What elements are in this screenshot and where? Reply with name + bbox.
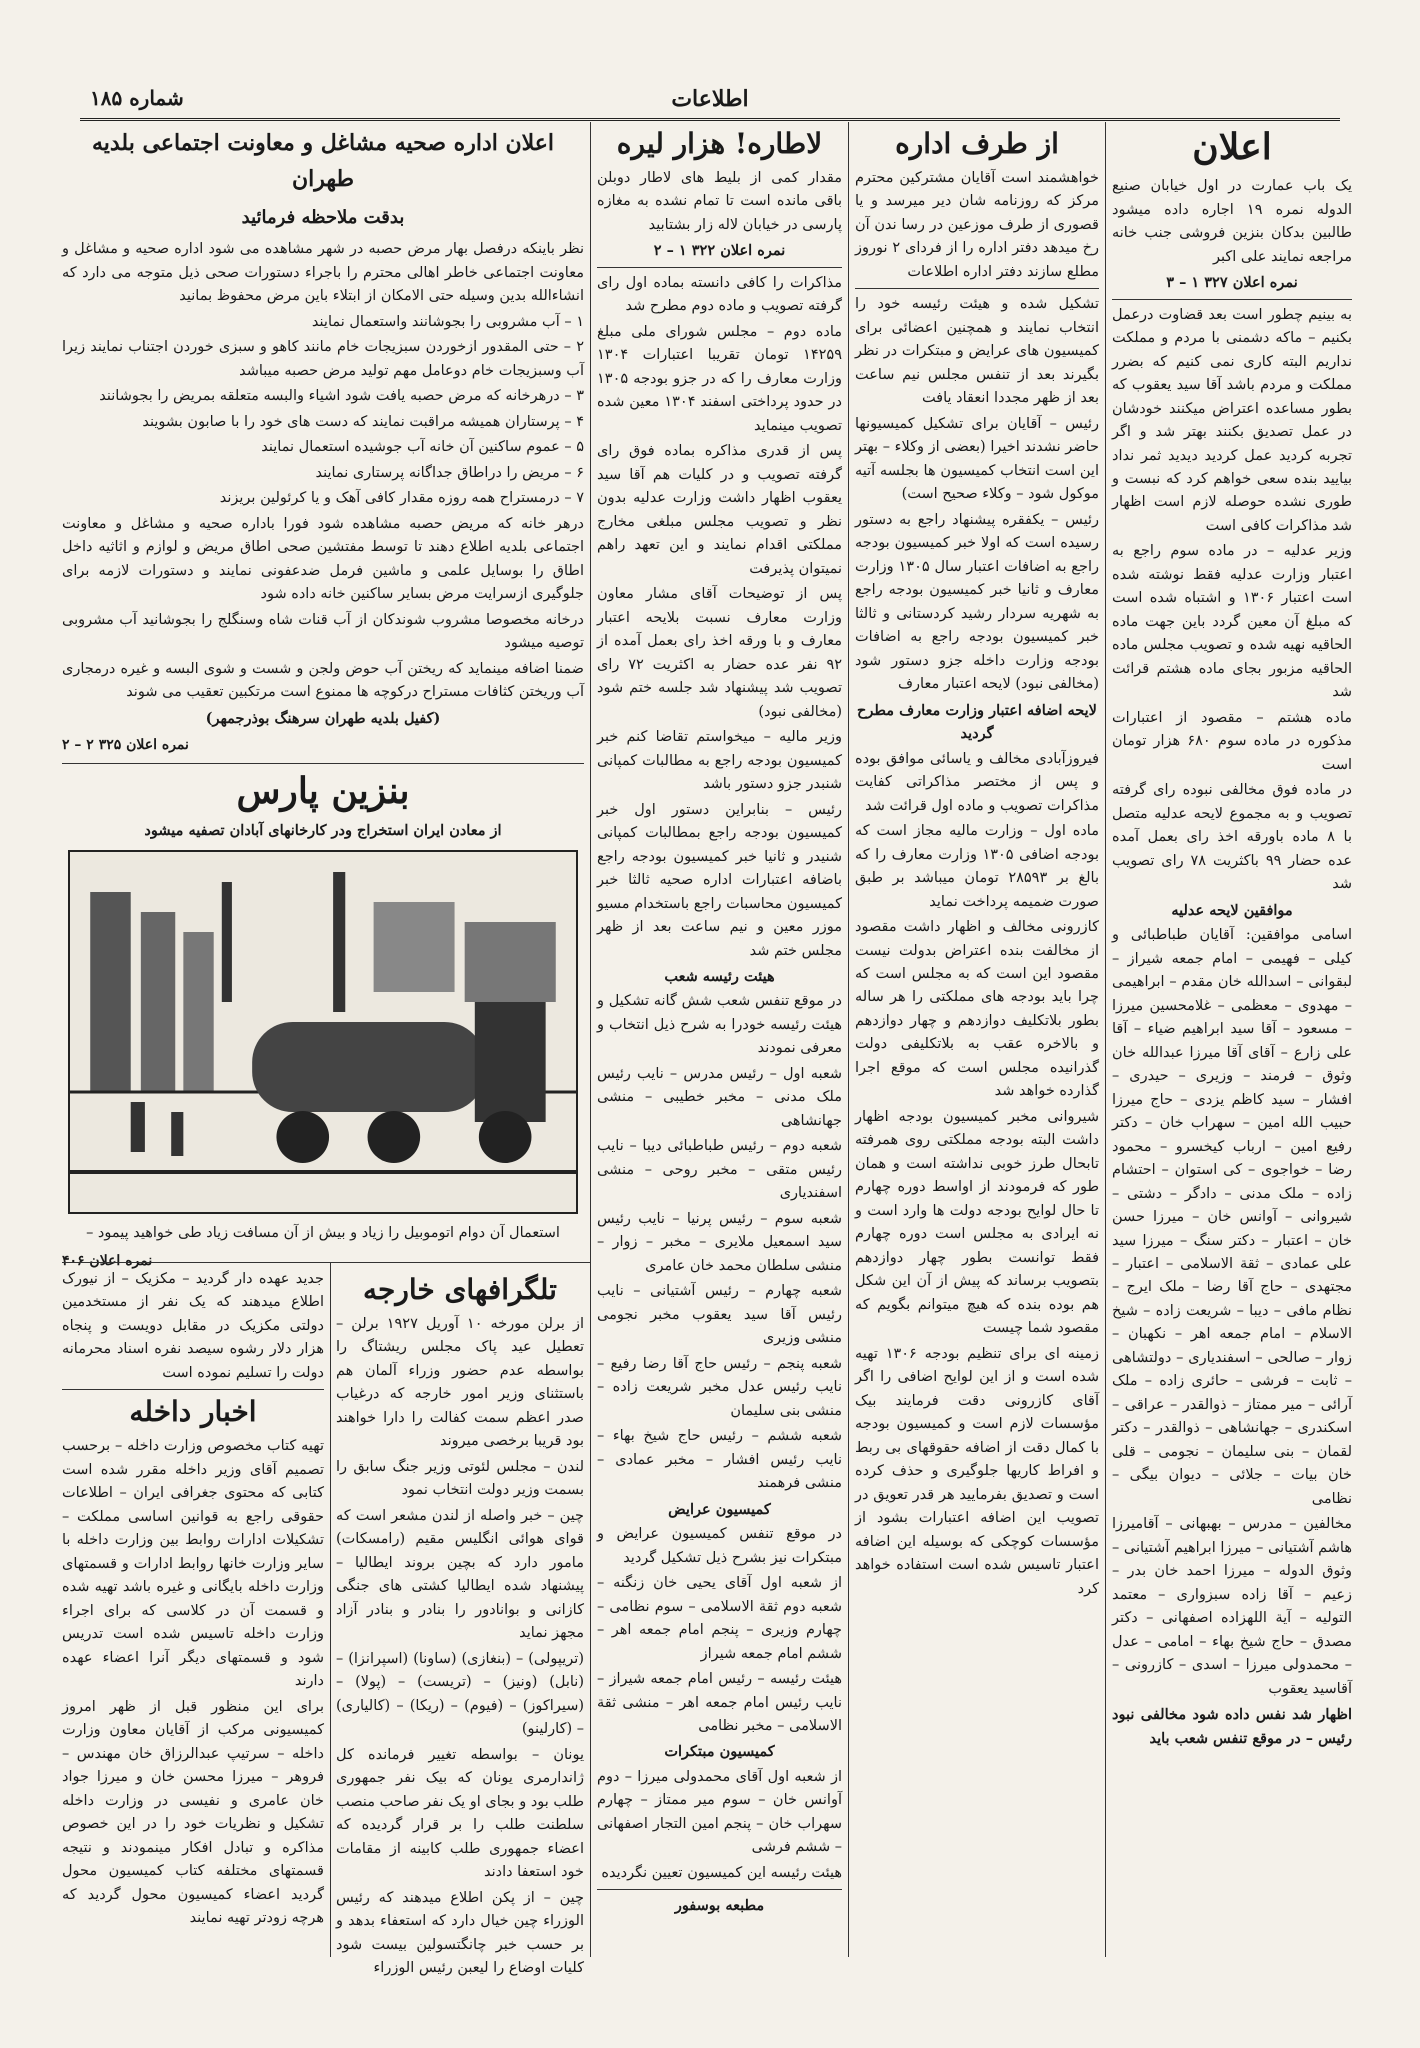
section-rule (62, 1262, 590, 1263)
article-paragraph: شیروانی مخبر کمیسیون بودجه اظهار داشت البته بودجه مملکتی روی همرفته تابحال طرز خوبی نداشته است و همان طور که فرمودند از اواسط دوره چهارم تا حال لوایح بودجه دولت ها وارد است و نه ایرادی به مجلس است دوره چهارم فقط توانست بطور چهار دوازدهم بتصویب برساند که پیش از آن این شکل هم بوده بنده که هیچ میتوانم بگویم که مقصود شما چیست (855, 1108, 1099, 1337)
foreign-telegrams-block (336, 1268, 584, 1977)
article-paragraph: وزیر عدلیه – در ماده سوم راجع به اعتبار وزارت عدلیه فقط نوشته شده است اعتبار ۱۳۰۶ و اشتباه شده است که مبلغ آن معین گردد باین جهت ماده الحاقیه نهیه شده و تصویب مجلس ماده الحاقیه مزبور بجای ماده هشتم قرائت شد (1112, 543, 1352, 701)
office-notice-heading: از طرف اداره (895, 127, 1059, 160)
article-paragraph: از شعبه اول آقای یحیی خان زنگنه – شعبه دوم ثقة الاسلامی – سوم نظامی – چهارم وزیری – پنجم امام جمعه اهر – ششم امام جمعه شیراز (597, 1575, 842, 1662)
issue-number: شماره ۱۸۵ (90, 86, 184, 110)
benzin-pars-caption: استعمال آن دوام اتوموبیل را زیاد و بیش از آن مسافت زیاد طی خواهید پیمود – (86, 1225, 560, 1242)
section-heading: لایحه اضافه اعتبار وزارت معارف مطرح گردید (857, 701, 1097, 743)
article-paragraph: شعبه پنجم – رئیس حاج آقا رضا رفیع – نایب رئیس عدل مخبر شریعت زاده – منشی بنی سلیمان (597, 1355, 842, 1419)
article-paragraph: شعبه سوم – رئیس پرنیا – نایب رئیس سید اسمعیل ملایری – مخبر – زوار – منشی سلطان محمد خان عامری (597, 1210, 842, 1274)
news-paragraph: تهیه کتاب مخصوص وزارت داخله – برحسب تصمیم آقای وزیر داخله مقرر شده است کتابی که محتوی جغرافی ایران – اطلاعات حقوقی راجع به قوانین اساسی مملکت – تشکیلات ادارات روابط بین وزارت داخله با سایر وزارت خانها روابط ادارات و قسمتهای وزارت داخله بایگانی و غیره باشد تهیه شده و قسمت آن در کلاسی که برای اجراء وزارت داخله تاسیس شده است تدریس شود و قسمتهای دیگر آنرا اعضاء عهده دارند (62, 1438, 324, 1690)
domestic-news-heading: اخبار داخله (129, 1395, 257, 1429)
article-paragraph: تشکیل شده و هیئت رئیسه خود را انتخاب نمایند و همچنین اعضائی برای کمیسیون های عرایض و مبتکرات در نظر بگیرند بعد از تنفس مجلس نیم ساعت بعد از ظهر مجددا انعقاد یافت (855, 296, 1099, 407)
benzin-pars-subheading: از معادن ایران استخراج ودر کارخانهای آبادان تصفیه میشود (144, 821, 502, 839)
foreign-telegrams-heading: تلگرافهای خارجه (363, 1273, 557, 1306)
column-third (597, 122, 842, 1957)
health-notice-item: ۲ – حتی المقدور ازخوردن سبزیجات خام مانند کاهو و سبزی خوردن اجتناب نمایند زیرا آب وسبزیجات خام دوعامل مهم تولید مرض حصبه میباشد (62, 339, 584, 379)
health-notice-item: ۷ – درمستراح همه روزه مقدار کافی آهک و یا کرئولین بریزند (219, 490, 584, 507)
article-paragraph: پس از قدری مذاکره بماده فوق رای گرفته تصویب و در کلیات هم آقا سید یعقوب اظهار داشت وزارت عدلیه بدون نظر و تصویب مجلس مبلغی مخارج مملکتی اقدام نمایند و این تعهد راهم نمیتوان پذیرفت (597, 443, 842, 577)
article-paragraph: رئیس – بنابراین دستور اول خبر کمیسیون بودجه راجع بمطالبات کمپانی شنیدر و ثانیا خبر کمیسیون بودجه راجع باضافه اعتبارات اداره صحیه ثالثا خبر کمیسیون محاسبات راجع باستخدام مسیو موزر معین و نیم ساعت بعد از ظهر مجلس ختم شد (597, 801, 842, 959)
ad-number: نمره اعلان ۳۲۵ ۲ – ۲ (62, 737, 189, 754)
office-notice: خواهشمند است آقایان مشترکین محترم مرکز که روزنامه شان دیر میرسد و یا قصوری از طرف موزعین در رسا ندن آن رخ میدهد دفتر اداره را از فردای ۲ نوروز مطلع سازند دفتر اداره اطلاعات (855, 170, 1099, 280)
article-paragraph: شعبه اول – رئیس مدرس – نایب رئیس ملک مدنی – مخبر خطیبی – منشی جهانشاهی (597, 1065, 842, 1129)
health-notice-intro: نظر باینکه درفصل بهار مرض حصبه در شهر مشاهده می شود اداره صحیه و مشاغل و معاونت اجتماعی خاطر اهالی محترم را باجراء دستورات صحی ذیل متوجه می دارد که انشاءالله بدین وسیله حتی الامکان از ابتلاء باین مرض محفوظ بمانید (62, 241, 584, 305)
health-notice-item: ۳ – درهرخانه که مرض حصبه یافت شود اشیاء والبسه متعلقه بمریض را بجوشانند (99, 388, 584, 405)
article-paragraph: در موقع تنفس شعب شش گانه تشکیل و هیئت رئیسه خودرا به شرح ذیل انتخاب و معرفی نمودند (597, 993, 842, 1057)
article-paragraph: شعبه دوم – رئیس طباطبائی دیبا – نایب رئیس متقی – مخبر روحی – منشی اسفندیاری (597, 1138, 842, 1202)
section-heading: هیئت رئیسه شعب (664, 967, 775, 985)
health-notice-subheading: بدقت ملاحظه فرمائید (241, 207, 405, 229)
article-paragraph: هیئت رئیسه این کمیسیون تعیین نگردیده (601, 1864, 842, 1881)
article-paragraph: مخالفین – مدرس – بهبهانی – آقامیرزا هاشم آشتیانی – میرزا ابراهیم آشتیانی – وثوق الدوله – میرزا احمد خان بدر – زعیم – آقا زاده سبزواری – معتمد التولیه – آیة اللهزاده اصفهانی – دکتر مصدق – حاج شیخ بهاء – امامی – عدل – محمدولی میرزا – اسدی – کازرونی – آقاسید یعقوب (1112, 1516, 1352, 1697)
health-notice-signature: (کفیل بلدیه طهران سرهنگ بوذرجمهر) (205, 709, 441, 727)
ad-text: یک باب عمارت در اول خیابان صنیع الدوله نمره ۱۹ اجاره داده میشود طالبین بدکان بنزین فروشی جنب خانه مراجعه نمایند علی اکبر (1112, 178, 1352, 265)
telegram-paragraph: چین – از پکن اطلاع میدهند که رئیس الوزراء چین خیال دارد که استعفاء بدهد و بر حسب خبر چانگتسولین بیست شود کلیات اوضاع را لیعبن رئیس الوزراء (336, 1889, 584, 1977)
domestic-news-block (62, 1268, 324, 1958)
section-heading: کمیسیون مبتکرات (664, 1743, 775, 1761)
benzin-pars-heading: بنزین پارس (236, 769, 410, 812)
article-paragraph: وزیر مالیه – میخواستم تقاضا کنم خبر کمیسیون بودجه راجع به مطالبات کمپانی شنبدر جزو دستور باشد (597, 729, 842, 793)
refinery-train-illustration (70, 852, 576, 1212)
ad-heading: اعلان (1192, 126, 1272, 168)
article-paragraph: شعبه ششم – رئیس حاج شیخ بهاء – نایب رئیس افشار – مخبر عمادی – منشی فرهمند (597, 1428, 842, 1492)
lottery-ad-text: مقدار کمی از بلیط های لاطار دوبلن باقی مانده است تا تمام نشده به مغازه پارسی در خیابان لاله زار بشتابید (597, 170, 842, 233)
health-notice-item: ۶ – مریض را دراطاق جداگانه پرستاری نمایند (315, 464, 584, 481)
article-paragraph: اسامی موافقین: آقایان طباطبائی و کیلی – فهیمی – امام جمعه شیراز – لبقوانی – اسدالله خان مقدم – ابراهیمی – مهدوی – معظمی – غلامحسین میرزا – مسعود – آقا سید ابراهیم ضیاء – آقا علی زارع – آقای آقا میرزا عبدالله خان وثوق – فرمند – وزیری – حیدری – افشار – سید کاظم یزدی – حاج میرزا حبیب الله امین – سهراب خان – دکتر رفیع امین – ارباب کیخسرو – محمود رضا – خواجوی – کی استوان – احتشام زاده – ملک مدنی – دادگر – دشتی – شیروانی – آوانس خان – میرزا حسن خان – اعتبار – دکتر سنگ – میرزا سید علی عمادی – ثقة الاسلامی – اعتبار – مجتهدی – حاج آقا رضا – ملک ایرج – نظام مافی – دیبا – شریعت زاده – شیخ الاسلام – امام جمعه اهر – نکهبان – زوار – صالحی – اسفندیاری – دولتشاهی – ثابت – فرشی – حائری زاده – ملک آرائی – میر ممتاز – ذوالقدر – عراقی – اسکندری – جهانشاهی – ذوالقدر – دکتر لقمان – بنی سلیمان – نجومی – قلی خان بیات – جلائی – دیوان بیگی – نظامی (1112, 927, 1352, 1507)
telegram-paragraph: چین – خبر واصله از لندن مشعر است که قوای هوائی انگلیس مقیم (رامسکات) مامور دارد که بچین بروند ایطالیا – پیشنهاد شده ایطالیا کشتی های جنگی کازانی و بوانادور را بنادر و بنادر آزاد مجهز نماید (336, 1507, 584, 1642)
health-notice-paragraph: درخانه مخصوصا مشروب شوندکان از آب قنات شاه وسنگلج را بجوشانید آب مشروبی توصیه میشود (62, 611, 584, 652)
column-rule (1105, 122, 1106, 1957)
article-paragraph: از شعبه اول آقای محمدولی میرزا – دوم آوانس خان – سوم میر ممتاز – چهارم سهراب خان – پنجم امین التجار اصفهانی – ششم فرشی (597, 1768, 842, 1856)
article-paragraph: در موقع تنفس کمیسیون عرایض و مبتکرات نیز بشرح ذیل تشکیل گردید (597, 1526, 842, 1566)
article-paragraph: رئیس – یکفقره پیشنهاد راجع به دستور رسیده است که اولا خبر کمیسیون بودجه راجع به اضافات اعتبار سال ۱۳۰۵ وزارت معارف و ثانیا خبر کمیسیون بودجه راجع به شهریه سردار رشید کردستانی و ثالثا خبر کمیسیون بودجه راجع به اضافات بودجه وزارت داخله جزو دستور شود (مخالفی نبود) لایحه اعتبار معارف (855, 511, 1100, 693)
section-heading: موافقین لایحه عدلیه (1171, 901, 1293, 919)
column-rule (330, 1262, 331, 1957)
newspaper-name: اطلاعات (671, 86, 749, 112)
column-rule (848, 122, 849, 1957)
article-paragraph: به بینیم چطور است بعد قضاوت درعمل بکنیم – ماکه دشمنی با مردم و مملکت نداریم البته کاری نمی کنیم که بضرر مملکت و مردم باشد آقا سید یعقوب که بطور مساعده اعتراض میکنند خودشان در عمل تصدیق بکنند بهتر شد و اگر تجربه کردید عمل کردید دیدید ثمر نداد بیایید بنده سعی خواهم کرد که نبست و طوری نشده حوصله لازم است اظهار شد مذاکرات کافی است (1112, 306, 1352, 534)
column-second (855, 122, 1099, 1957)
health-notice-item: ۵ – عموم ساکنین آن خانه آب جوشیده استعمال نمایند (261, 439, 584, 456)
telegram-paragraph: از برلن مورخه ۱۰ آوریل ۱۹۲۷ برلن – تعطیل عید پاک مجلس ریشتاگ را بواسطه عدم حضور وزراء آلمان هم باستثنای وزیر امور خارجه که درغیاب صدر اعظم سمت کفالت را دارا خواهند بود قریبا برخصی میروند (336, 1316, 584, 1450)
article-paragraph: فیروزآبادی مخالف و یاسائی موافق بوده و پس از مختصر مذاکراتی کفایت مذاکرات تصویب و ماده اول قرائت شد (855, 750, 1099, 814)
article-paragraph: پس از توضیحات آقای مشار معاون وزارت معارف نسبت بلایحه اعتبار معارف و با ورقه اخذ رای بعمل آمده از ۹۲ نفر عده حضار به اکثریت ۷۲ رای تصویب شد پیشنهاد شد جلسه ختم شود (مخالفی نبود) (597, 586, 843, 720)
article-paragraph: ماده اول – وزارت مالیه مجاز است که بودجه اضافی ۱۳۰۵ وزارت معارف را که بالغ بر ۲۸۵۹۳ تومان میباشد بر طبق صورت ضمیمه پرداخت نماید (855, 823, 1100, 910)
article-paragraph: در ماده فوق مخالفی نبوده رای گرفته تصویب و به مجموع لایحه عدلیه متصل با ۸ ماده باورقه اخذ رای بعمل آمده عده حضار ۹۹ باکثریت ۷۸ رای تصویب شد (1112, 782, 1352, 893)
ad-number: نمره اعلان ۴۰۶ (62, 1252, 153, 1269)
refinery-illustration (68, 850, 578, 1214)
article-paragraph: اظهار شد نفس داده شود مخالفی نبود رئیس – در موقع تنفس شعب باید (1112, 1706, 1352, 1747)
news-paragraph: برای این منظور قبل از ظهر امروز کمیسیونی مرکب از آقایان معاون وزارت داخله – سرتیپ عبدالرزاق خان مهندس – فروهر – میرزا محسن خان و میرزا جواد خان عامری و نفیسی در وزارت داخله تشکیل و نظریات خود را در این خصوص مذاکره و تبادل افکار مینمودند و نتیجه قسمتهای مختلفه کتاب کمیسیون محول گردید اعضاء کمیسیون محول گردید که هرچه زودتر تهیه نمایند (62, 1698, 324, 1927)
health-notice-item: ۴ – پرستاران همیشه مراقبت نمایند که دست های خود را با صابون بشویند (142, 413, 584, 430)
health-notice-item: ۱ – آب مشروبی را بجوشانند واستعمال نمایند (311, 313, 584, 330)
telegram-paragraph: یونان – بواسطه تغییر فرمانده کل ژاندارمری یونان که بیک نفر جمهوری طلب بود و بجای او یک نفر صاحب منصب سلطنت طلب را بر قرار گردیده که اعضاء جمهوری طلب کابینه از مقامات خود استعفا دادند (336, 1746, 584, 1881)
column-right (1112, 122, 1352, 1957)
printer-name: مطبعه بوسفور (674, 1897, 765, 1915)
ad-number: نمره اعلان ۳۲۷ ۱ – ۳ (1166, 274, 1298, 292)
article-paragraph: ماده هشتم – مقصود از اعتبارات مذکوره در ماده سوم ۶۸۰ هزار تومان است (1112, 709, 1352, 773)
lottery-heading: لاطاره! هزار لیره (616, 127, 823, 160)
article-paragraph: شعبه چهارم – رئیس آشتیانی – نایب رئیس آقا سید یعقوب مخبر نجومی منشی وزیری (597, 1283, 842, 1347)
telegram-paragraph: (تریپولی) – (بنغازی) (ساونا) (اسپرانزا) – (نابل) (ونیز) – (تریست) – (پولا) – (سیراکوز) – (فیوم) – (ریکا) – (کالیاری) – (کارلینو) (336, 1650, 584, 1738)
article-paragraph: ماده دوم – مجلس شورای ملی مبلغ ۱۴۲۵۹ تومان تقریبا اعتبارات ۱۳۰۴ وزارت معارف را که در جزو بودجه ۱۳۰۵ در حدود پرداختی اسفند ۱۳۰۴ معین شده تصویب مینماید (597, 323, 842, 434)
column-rule (590, 122, 591, 1957)
section-heading: کمیسیون عرایض (668, 1500, 771, 1518)
article-paragraph: رئیس – آقایان برای تشکیل کمیسیونها حاضر نشدند اخیرا (بعضی از وکلاء – بهتر این است انتخاب کمیسیون ها بجلسه آتیه موکول شود – وکلاء صحیح است) (855, 415, 1099, 503)
health-notice-paragraph: درهر خانه که مریض حصبه مشاهده شود فورا باداره صحیه و مشاغل و معاونت اجتماعی بلدیه اطلاع دهند تا توسط مفتشین صحی اطاق مریض و لوازم و اثاثیه داخل اطاق را بوسایل علمی و ماشین فرمل ضدعفونی نمایند و دستورات لازمه برای جلوگیری ازسرایت مرض بسایر ساکنین خانه داده شود (62, 515, 584, 603)
masthead (80, 82, 1340, 121)
telegram-paragraph: لندن – مجلس لئوتی وزیر جنگ سابق را بسمت وزیر دولت انتخاب نمود (336, 1458, 584, 1499)
ad-number: نمره اعلان ۳۲۲ ۱ – ۲ (653, 242, 786, 260)
news-paragraph: جدید عهده دار گردید – مکزیک – از نیورک اطلاع میدهند که یک نفر از مستخدمین دولتی مکزیک در مقابل دویست و پنجاه هزار دلار رشوه سیصد نفره اسناد محرمانه دولت را تسلیم نموده است (62, 1271, 324, 1381)
health-notice-block (62, 122, 584, 1269)
health-notice-paragraph: ضمنا اضافه مینماید که ریختن آب حوض ولجن و شست و شوی البسه و غیره درمجاری آب وریختن کثافات مستراح درکوچه ها ممنوع است مرتکبین تعقیب می شوند (62, 660, 584, 701)
article-paragraph: هیئت رئیسه – رئیس امام جمعه شیراز – نایب رئیس امام جمعه اهر – منشی ثقة الاسلامی – مخبر نظامی (597, 1671, 842, 1734)
article-paragraph: زمینه ای برای تنظیم بودجه ۱۳۰۶ تهیه شده است و از این لوایح اضافی را اگر آقای کازرونی دقت فرمایند بیک مؤسسات لازم است و کمیسیون بودجه با کمال دقت از اضافه حقوقهای بی ربط و افراط کاریها جلوگیری و حذف کرده است و تصدیق بفرمایید هر قدر تعویق در تصویب این اضافه اعتبارات بشود از مؤسسات کوچکی که بوسیله این اضافه اعتبار تاسیس شده است استفاده خواهد کرد (855, 1345, 1100, 1597)
article-paragraph: مذاکرات را کافی دانسته بماده اول رای گرفته تصویب و ماده دوم مطرح شد (597, 274, 842, 315)
health-notice-heading: اعلان اداره صحیه مشاغل و معاونت اجتماعی بلدیه طهران (91, 130, 555, 192)
article-paragraph: کازرونی مخالف و اظهار داشت مقصود از مخالفت بنده اعتراض بدولت نیست مقصود این است که به مجلس است که چرا باید بودجه های مملکتی را هر ساله بطور بلاتکلیف دوازدهم و چهار دوازدهم و بالاخره عقب به بلاتکلیفی دولت گذرانیده مجلس است که موقع اجرا گذارده خواهد شد (855, 919, 1099, 1100)
